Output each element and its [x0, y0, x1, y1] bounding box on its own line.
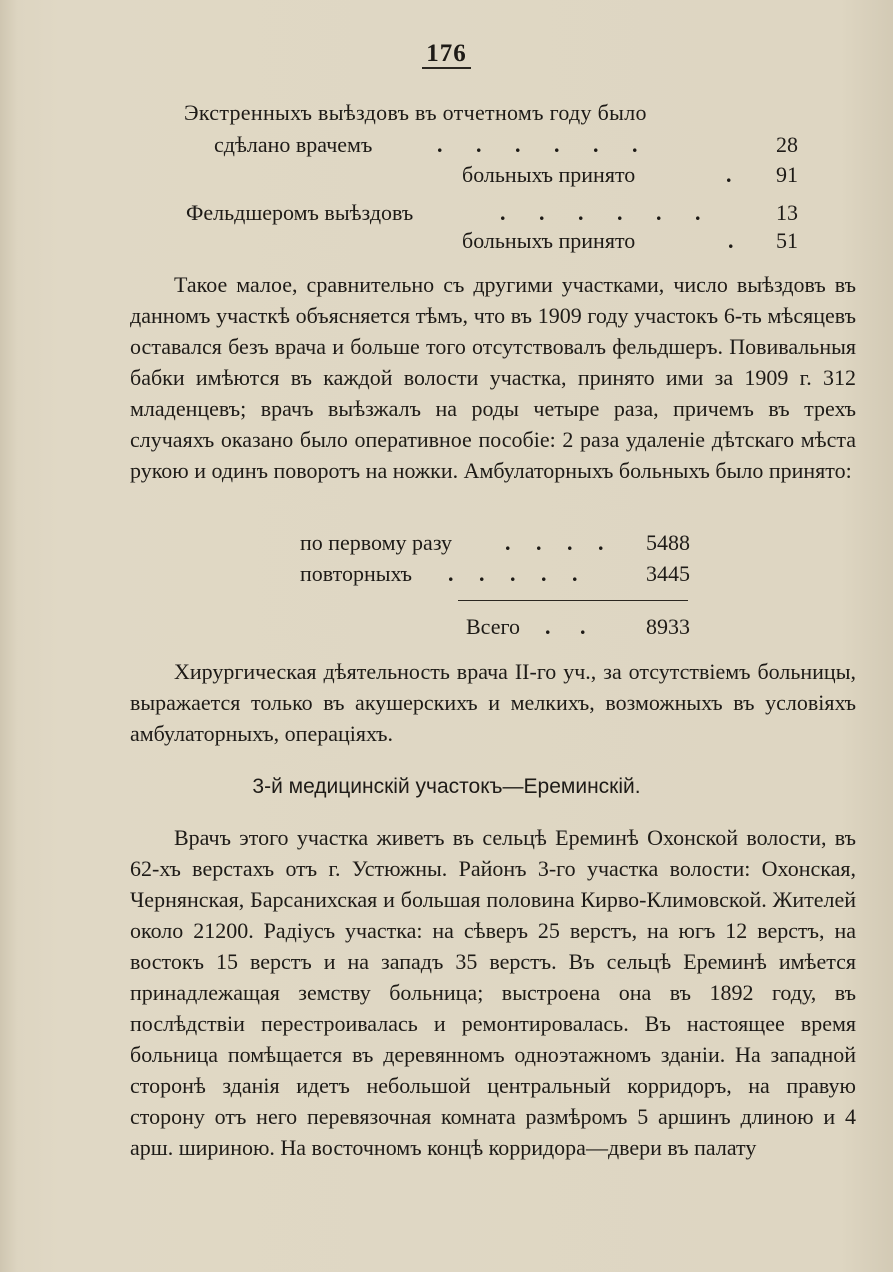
paragraph-1: Такое малое, сравнительно съ другими участками, число выѣздовъ въ данномъ участкѣ объясняется тѣмъ, что въ 1909 году участокъ 6-ть мѣсяцевъ оставался безъ врача и больше того отсутствовалъ фельдшеръ. Повивальныя бабки имѣются въ каждой волости участка, принято ими за 1909 г. 312 младенцевъ; врачъ выѣзжалъ на роды четыре раза, причемъ въ трехъ случаяхъ оказано было оперативное пособіе: 2 раза удаленіе дѣтскаго мѣста рукою и одинъ поворотъ на ножки. Амбулаторныхъ больныхъ было принято: [130, 272, 856, 483]
stats-line-1: Экстренныхъ выѣздовъ въ отчетномъ году было [184, 100, 647, 125]
paragraph-2: Хирургическая дѣятельность врача II-го уч., за отсутствіемъ больницы, выражается только въ акушерскихъ и мелкихъ, возможныхъ въ условіяхъ амбулаторныхъ, операціяхъ. [130, 659, 856, 746]
paragraph-3: Врачъ этого участка живетъ въ сельцѣ Ереминѣ Охонской волости, въ 62-хъ верстахъ отъ г. Устюжны. Районъ 3-го участка волости: Охонская, Чернянская, Барсанихская и большая половина Кирво-Климовской. Жителей около 21200. Радіусъ участка: на сѣверъ 25 верстъ, на югъ 12 верстъ, на востокъ 15 верстъ и на западъ 35 верстъ. Въ сельцѣ Ереминѣ имѣется принадлежащая земству больница; выстроена она въ 1892 году, въ послѣдствіи перестроивалась и ремонтировалась. Въ настоящее время больница помѣщается въ деревянномъ одноэтажномъ зданіи. На западной сторонѣ зданія идетъ небольшой центральный корридоръ, на правую сторону отъ него перевязочная комната размѣромъ 5 аршинъ длиною и 4 арш. шириною. На восточномъ концѣ корридора—двери въ палату [130, 825, 856, 1160]
page-number: 176 [0, 40, 893, 68]
section-heading: 3-й медицинскій участокъ—Ереминскій. [252, 775, 641, 798]
scanned-page: 176 Экстренныхъ выѣздовъ въ отчетномъ году было сдѣлано врачемъ . . . . . . 28 больныхъ принято . 91 Фельдшеромъ выѣздовъ . . . . . . 13 больныхъ принято . 51 Такое малое, сравнительно съ другими участками, число выѣздовъ въ данномъ участкѣ объясняется тѣмъ, что въ 1909 году участокъ 6-ть мѣсяцевъ оставался безъ врача и больше того отсутствовалъ фельдшеръ. Повивальныя бабки имѣются въ каждой волости участка, принято ими за 1909 г. 312 младенцевъ; врачъ выѣзжалъ на роды четыре раза, причемъ въ трехъ случаяхъ оказано было оперативное пособіе: 2 раза удаленіе дѣтскаго мѣста рукою и одинъ поворотъ на ножки. Амбулаторныхъ больныхъ было принято: по первому разу . . . . 5488 повторныхъ . . . . . 3445 Всего . . 8933 Хирургическая дѣятельность врача II-го уч., за отсутствіемъ больницы, выражается только въ акушерскихъ и мелкихъ, возможныхъ въ условіяхъ амбулаторныхъ, операціяхъ. 3-й медицинскій участокъ—Ереминскій. Врачъ этого участка живетъ въ сельцѣ Ереминѣ Охонской волости, въ 62-хъ верстахъ отъ г. Устюжны. Районъ 3-го участка волости: Охонская, Чернянская, Барсанихская и большая половина Кирво-Климовской. Жителей около 21200. Радіусъ участка: на сѣверъ 25 верстъ, на югъ 12 верстъ, на востокъ 15 верстъ и на западъ 35 верстъ. Въ сельцѣ Ереминѣ имѣется принадлежащая земству больница; выстроена она въ 1892 году, въ послѣдствіи перестроивалась и ремонтировалась. Въ настоящее время больница помѣщается въ деревянномъ одноэтажномъ зданіи. На западной сторонѣ зданія идетъ небольшой центральный корридоръ, на правую сторону отъ него перевязочная комната размѣромъ 5 аршинъ длиною и 4 арш. шириною. На восточномъ концѣ корридора—двери въ палату [0, 0, 893, 1272]
sum-rule [458, 600, 688, 601]
